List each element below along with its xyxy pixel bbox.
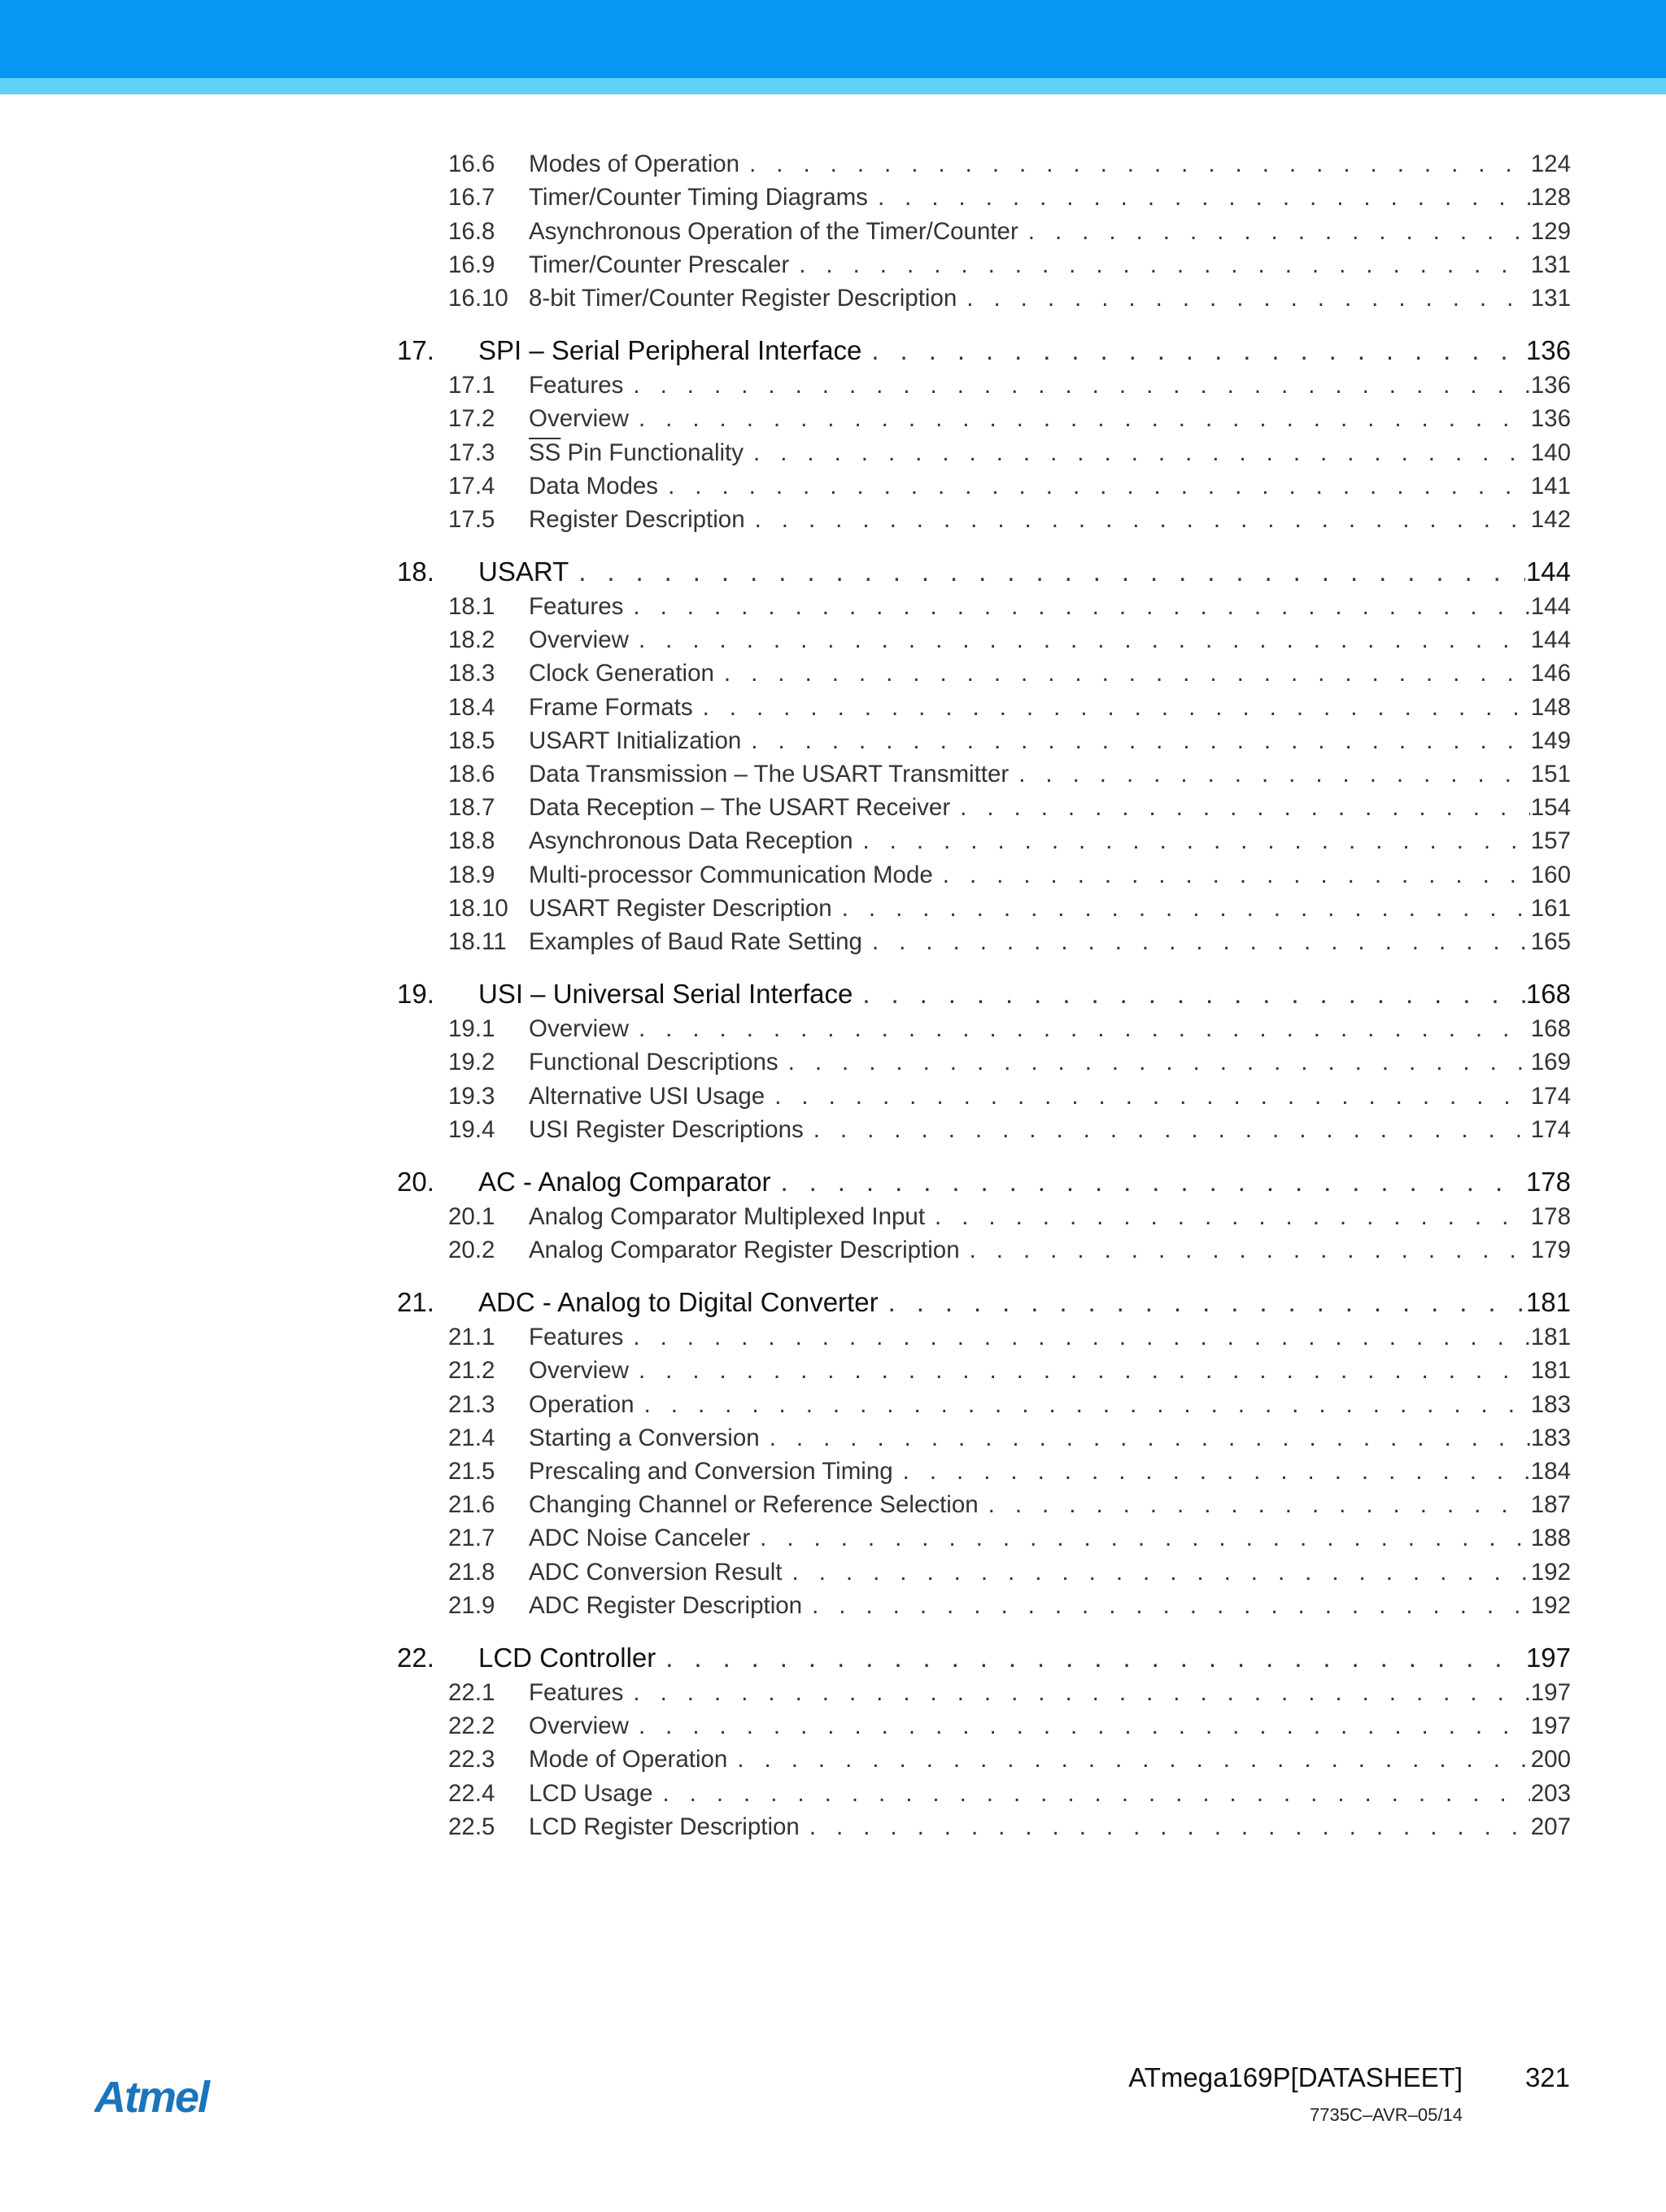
dot-leader [750, 1525, 1530, 1552]
dot-leader [862, 928, 1530, 956]
section-title: Multi-processor Communication Mode [529, 861, 933, 888]
toc-section-entry[interactable] [397, 1419, 1571, 1452]
section-number: 18.4 [448, 693, 495, 721]
section-number: 16.10 [448, 284, 508, 312]
toc-section-entry[interactable] [397, 889, 1571, 923]
toc-section-entry[interactable] [397, 1707, 1571, 1740]
section-title: Asynchronous Operation of the Timer/Counter [529, 217, 1018, 245]
dot-leader [800, 1813, 1530, 1841]
section-page-number: 161 [1530, 894, 1571, 922]
section-page-number: 178 [1530, 1202, 1571, 1230]
section-title: Modes of Operation [529, 151, 740, 178]
section-page-number: 188 [1530, 1525, 1571, 1552]
dot-leader [760, 1424, 1530, 1452]
section-title: Clock Generation [529, 660, 714, 687]
section-number: 16.7 [448, 184, 495, 212]
dot-leader [933, 862, 1530, 889]
dot-leader [832, 895, 1530, 923]
dot-leader [629, 405, 1530, 433]
toc-section-entry[interactable] [397, 178, 1571, 212]
section-number: 20.2 [448, 1237, 495, 1264]
section-title: Timer/Counter Prescaler [529, 251, 790, 278]
section-title: Examples of Baud Rate Setting [529, 927, 862, 955]
section-number: 18.3 [448, 660, 495, 687]
toc-section-entry[interactable] [397, 855, 1571, 888]
toc-section [397, 145, 1571, 312]
section-page-number: 203 [1530, 1779, 1571, 1807]
toc-section [397, 976, 1571, 1144]
section-page-number: 154 [1530, 794, 1571, 822]
chapter-page-number: 178 [1525, 1166, 1571, 1197]
chapter-title: AC - Analog Comparator [478, 1166, 771, 1197]
toc-section-entry[interactable] [397, 722, 1571, 755]
toc-section-entry[interactable] [397, 467, 1571, 500]
section-number: 18.6 [448, 761, 495, 788]
section-title: Overview [529, 626, 629, 654]
dot-leader [765, 1083, 1530, 1110]
section-number: 21.9 [448, 1591, 495, 1619]
toc-section-entry[interactable] [397, 246, 1571, 279]
chapter-number: 18. [397, 556, 434, 587]
section-page-number: 146 [1530, 660, 1571, 687]
section-title: Data Transmission – The USART Transmitter [529, 761, 1010, 788]
section-page-number: 179 [1530, 1237, 1571, 1264]
section-number: 19.3 [448, 1082, 495, 1110]
section-title: Alternative USI Usage [529, 1082, 765, 1110]
section-page-number: 142 [1530, 505, 1571, 533]
section-number: 21.1 [448, 1324, 495, 1351]
section-title: Functional Descriptions [529, 1049, 778, 1076]
section-page-number: 140 [1530, 438, 1571, 466]
chapter-title: USI – Universal Serial Interface [478, 978, 853, 1009]
section-number: 22.1 [448, 1678, 495, 1706]
toc-chapter-entry[interactable] [397, 554, 1571, 587]
section-title: Data Reception – The USART Receiver [529, 794, 951, 822]
dot-leader [629, 1712, 1530, 1740]
toc-section-entry[interactable] [397, 1010, 1571, 1043]
header-stripe [0, 78, 1666, 94]
section-number: 18.5 [448, 726, 495, 754]
footer-page-number: 321 [1524, 2062, 1570, 2092]
toc-section-entry[interactable] [397, 433, 1571, 466]
toc-section [397, 1164, 1571, 1264]
section-page-number: 128 [1530, 184, 1571, 212]
section-title: ADC Conversion Result [529, 1558, 783, 1586]
toc-section-entry[interactable] [397, 587, 1571, 621]
toc-chapter-entry[interactable] [397, 1640, 1571, 1673]
section-title: Features [529, 593, 624, 621]
section-number: 22.4 [448, 1779, 495, 1807]
toc-chapter-entry[interactable] [397, 333, 1571, 366]
dot-leader [925, 1203, 1530, 1231]
section-page-number: 124 [1530, 151, 1571, 178]
dot-leader [789, 251, 1530, 279]
section-title: LCD Usage [529, 1779, 653, 1807]
dot-leader [745, 506, 1530, 534]
dot-leader [658, 473, 1530, 500]
section-title: Features [529, 372, 624, 399]
section-page-number: 200 [1530, 1746, 1571, 1774]
section-number: 17.2 [448, 405, 495, 433]
toc-section [397, 1640, 1571, 1841]
section-number: 21.8 [448, 1558, 495, 1586]
section-title: Data Modes [529, 472, 659, 500]
dot-leader [893, 1458, 1530, 1486]
section-page-number: 151 [1530, 761, 1571, 788]
dot-leader [979, 1491, 1530, 1519]
section-page-number: 149 [1530, 726, 1571, 754]
section-number: 22.3 [448, 1746, 495, 1774]
toc-section-entry[interactable] [397, 1231, 1571, 1264]
chapter-number: 19. [397, 978, 434, 1009]
dot-leader [629, 1015, 1530, 1043]
section-page-number: 165 [1530, 927, 1571, 955]
section-page-number: 169 [1530, 1049, 1571, 1076]
section-page-number: 141 [1530, 472, 1571, 500]
dot-leader [741, 727, 1530, 755]
chapter-title: SPI – Serial Peripheral Interface [478, 334, 862, 365]
section-title: Frame Formats [529, 693, 693, 721]
section-page-number: 131 [1530, 251, 1571, 278]
chapter-title: LCD Controller [478, 1642, 656, 1673]
section-title: 8-bit Timer/Counter Register Description [529, 284, 957, 312]
section-number: 18.2 [448, 626, 495, 654]
section-page-number: 136 [1530, 372, 1571, 399]
section-title: Starting a Conversion [529, 1424, 760, 1451]
table-of-contents [397, 145, 1571, 1861]
section-page-number: 183 [1530, 1424, 1571, 1451]
dot-leader [629, 626, 1530, 654]
toc-section [397, 333, 1571, 534]
toc-chapter-entry[interactable] [397, 976, 1571, 1010]
section-page-number: 144 [1530, 593, 1571, 621]
dot-leader [771, 1167, 1525, 1198]
toc-section-entry[interactable] [397, 145, 1571, 178]
toc-section-entry[interactable] [397, 1519, 1571, 1552]
section-title: Overview [529, 1357, 629, 1385]
toc-section-entry[interactable] [397, 1452, 1571, 1486]
toc-section-entry[interactable] [397, 1043, 1571, 1076]
section-number: 21.2 [448, 1357, 495, 1385]
toc-section-entry[interactable] [397, 1808, 1571, 1841]
section-page-number: 192 [1530, 1591, 1571, 1619]
section-title: Mode of Operation [529, 1746, 728, 1774]
section-number: 17.4 [448, 472, 495, 500]
section-title: Asynchronous Data Reception [529, 827, 853, 855]
toc-section-entry[interactable] [397, 1110, 1571, 1144]
toc-section-entry[interactable] [397, 788, 1571, 822]
chapter-page-number: 197 [1525, 1642, 1571, 1673]
section-page-number: 174 [1530, 1082, 1571, 1110]
chapter-title: USART [478, 556, 569, 587]
section-number: 17.3 [448, 438, 495, 466]
chapter-number: 17. [397, 334, 434, 365]
toc-chapter-entry[interactable] [397, 1285, 1571, 1318]
toc-section-entry[interactable] [397, 822, 1571, 855]
section-number: 19.1 [448, 1015, 495, 1043]
section-page-number: 174 [1530, 1115, 1571, 1143]
dot-leader [629, 1357, 1530, 1385]
section-title: Register Description [529, 505, 745, 533]
section-number: 22.5 [448, 1813, 495, 1840]
section-page-number: 183 [1530, 1390, 1571, 1418]
section-title: Overview [529, 1015, 629, 1043]
toc-section [397, 554, 1571, 956]
section-title-overlined: $\overline{SS}$ [529, 438, 561, 466]
dot-leader [861, 335, 1525, 366]
section-title: Analog Comparator Multiplexed Input [529, 1202, 926, 1230]
dot-leader [957, 285, 1530, 312]
section-title: USART Register Description [529, 894, 832, 922]
section-title: Overview [529, 1712, 629, 1740]
section-number: 18.1 [448, 593, 495, 621]
section-page-number: 129 [1530, 217, 1571, 245]
footer-document-code: 7735C–AVR–05/14 [1310, 2105, 1463, 2125]
dot-leader [623, 372, 1530, 399]
section-title: ADC Register Description [529, 1591, 803, 1619]
section-page-number: 157 [1530, 827, 1571, 855]
section-number: 18.11 [448, 927, 507, 955]
section-title [529, 439, 744, 467]
section-page-number: 207 [1530, 1813, 1571, 1840]
toc-section-entry[interactable] [397, 212, 1571, 245]
section-title: Changing Channel or Reference Selection [529, 1491, 979, 1519]
section-page-number: 136 [1530, 405, 1571, 433]
atmel-logo-icon [94, 2075, 249, 2123]
chapter-page-number: 181 [1525, 1287, 1571, 1318]
section-number: 17.1 [448, 372, 495, 399]
section-number: 18.10 [448, 894, 508, 922]
section-page-number: 197 [1530, 1712, 1571, 1740]
section-page-number: 197 [1530, 1678, 1571, 1706]
toc-section-entry[interactable] [397, 366, 1571, 399]
dot-leader [853, 979, 1525, 1010]
section-page-number: 131 [1530, 284, 1571, 312]
dot-leader [652, 1780, 1530, 1808]
toc-section-entry[interactable] [397, 1586, 1571, 1620]
dot-leader [744, 439, 1530, 467]
dot-leader [714, 660, 1530, 687]
chapter-number: 21. [397, 1287, 434, 1318]
section-number: 21.7 [448, 1525, 495, 1552]
toc-chapter-entry[interactable] [397, 1164, 1571, 1198]
chapter-number: 20. [397, 1166, 434, 1197]
section-number: 21.4 [448, 1424, 495, 1451]
chapter-page-number: 168 [1525, 978, 1571, 1009]
toc-section-entry[interactable] [397, 1351, 1571, 1385]
section-number: 21.3 [448, 1390, 495, 1418]
dot-leader [1009, 761, 1530, 788]
section-title: USART Initialization [529, 726, 742, 754]
header-band [0, 0, 1666, 78]
section-page-number: 184 [1530, 1458, 1571, 1485]
chapter-title: ADC - Analog to Digital Converter [478, 1287, 879, 1318]
section-number: 21.5 [448, 1458, 495, 1485]
dot-leader [960, 1237, 1530, 1264]
dot-leader [623, 593, 1530, 621]
toc-section-entry[interactable] [397, 755, 1571, 788]
section-number: 20.1 [448, 1202, 495, 1230]
dot-leader [778, 1049, 1530, 1076]
section-number: 16.9 [448, 251, 495, 278]
toc-section-entry[interactable] [397, 1774, 1571, 1807]
section-number: 18.7 [448, 794, 495, 822]
section-page-number: 187 [1530, 1491, 1571, 1519]
section-page-number: 168 [1530, 1015, 1571, 1043]
toc-section-entry[interactable] [397, 1076, 1571, 1110]
section-number: 18.9 [448, 861, 495, 888]
section-number: 22.2 [448, 1712, 495, 1740]
section-page-number: 148 [1530, 693, 1571, 721]
atmel-logo-text: Atmel [94, 2075, 209, 2122]
chapter-page-number: 144 [1525, 556, 1571, 587]
dot-leader [569, 556, 1525, 587]
dot-leader [879, 1287, 1525, 1318]
section-title: Features [529, 1678, 624, 1706]
section-page-number: 192 [1530, 1558, 1571, 1586]
dot-leader [804, 1116, 1530, 1144]
dot-leader [727, 1746, 1530, 1774]
toc-section-entry[interactable] [397, 1552, 1571, 1586]
toc-section-entry[interactable] [397, 500, 1571, 534]
dot-leader [1018, 218, 1530, 246]
section-page-number: 160 [1530, 861, 1571, 888]
section-page-number: 144 [1530, 626, 1571, 654]
toc-section-entry[interactable] [397, 1318, 1571, 1351]
toc-section-entry[interactable] [397, 279, 1571, 312]
section-title: Timer/Counter Timing Diagrams [529, 184, 868, 212]
toc-section-entry[interactable] [397, 654, 1571, 687]
dot-leader [802, 1592, 1530, 1620]
toc-section-entry[interactable] [397, 1486, 1571, 1519]
dot-leader [783, 1559, 1530, 1586]
dot-leader [623, 1679, 1530, 1707]
section-title-rest: Pin Functionality [560, 438, 744, 466]
section-page-number: 181 [1530, 1357, 1571, 1385]
chapter-page-number: 136 [1525, 334, 1571, 365]
dot-leader [868, 184, 1530, 212]
toc-section-entry[interactable] [397, 1198, 1571, 1231]
toc-section-entry[interactable] [397, 399, 1571, 433]
dot-leader [950, 794, 1530, 822]
section-title: Analog Comparator Register Description [529, 1237, 960, 1264]
dot-leader [623, 1324, 1530, 1351]
section-page-number: 181 [1530, 1324, 1571, 1351]
section-title: Overview [529, 405, 629, 433]
dot-leader [635, 1391, 1530, 1419]
section-title: USI Register Descriptions [529, 1115, 804, 1143]
section-title: LCD Register Description [529, 1813, 800, 1840]
toc-section-entry[interactable] [397, 923, 1571, 956]
section-number: 16.8 [448, 217, 495, 245]
section-number: 21.6 [448, 1491, 495, 1519]
dot-leader [693, 694, 1530, 722]
section-number: 19.2 [448, 1049, 495, 1076]
dot-leader [656, 1643, 1525, 1673]
toc-section-entry[interactable] [397, 1740, 1571, 1774]
toc-section-entry[interactable] [397, 1673, 1571, 1707]
section-title: Operation [529, 1390, 635, 1418]
section-title: Features [529, 1324, 624, 1351]
section-number: 16.6 [448, 151, 495, 178]
toc-section [397, 1285, 1571, 1620]
section-number: 17.5 [448, 505, 495, 533]
section-title: ADC Noise Canceler [529, 1525, 751, 1552]
section-title: Prescaling and Conversion Timing [529, 1458, 893, 1485]
footer-document-title: ATmega169P[DATASHEET] [1128, 2062, 1463, 2092]
toc-section-entry[interactable] [397, 1385, 1571, 1418]
dot-leader [739, 151, 1530, 178]
toc-section-entry[interactable] [397, 687, 1571, 721]
section-number: 18.8 [448, 827, 495, 855]
dot-leader [853, 827, 1530, 855]
chapter-number: 22. [397, 1642, 434, 1673]
section-number: 19.4 [448, 1115, 495, 1143]
toc-section-entry[interactable] [397, 621, 1571, 654]
